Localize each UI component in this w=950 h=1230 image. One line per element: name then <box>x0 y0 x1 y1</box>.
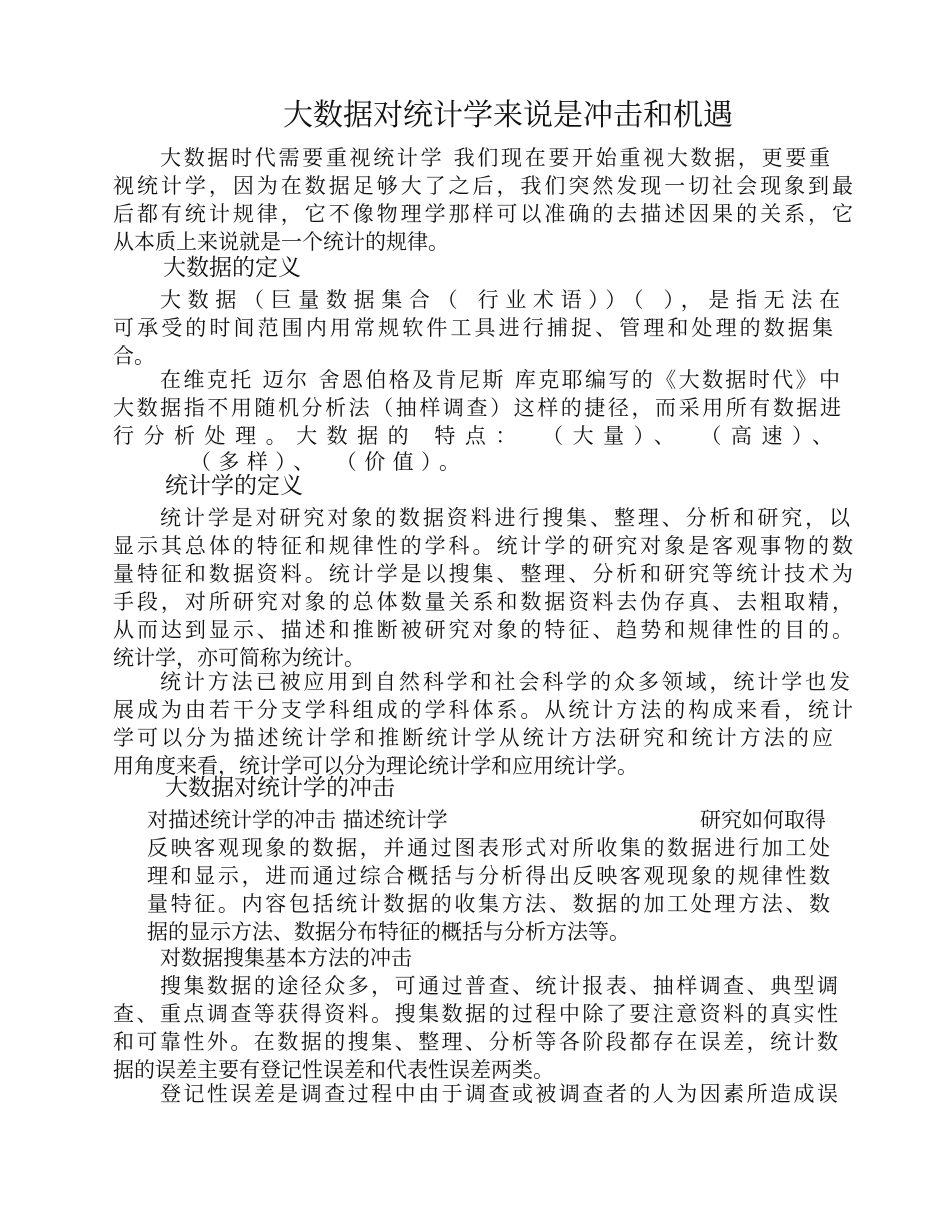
text-line: 统计学，亦可简称为统计。 <box>113 646 365 670</box>
text-line: 行分析处理。大数据的 特点： （大量）、 （高速）、 <box>113 424 833 448</box>
text-line: 显示其总体的特征和规律性的学科。统计学的研究对象是客观事物的数 <box>113 534 853 558</box>
subsection-heading: 对数据搜集基本方法的冲击 <box>160 946 412 970</box>
section-heading: 统计学的定义 <box>165 473 303 499</box>
text-line: 量特征和数据资料。统计学是以搜集、整理、分析和研究等统计技术为 <box>113 562 853 586</box>
text-line: 后都有统计规律，它不像物理学那样可以准确的去描述因果的关系，它 <box>113 202 853 226</box>
text-line: 查、重点调查等获得资料。搜集数据的过程中除了要注意资料的真实性 <box>113 1002 838 1026</box>
text-line: 统计方法已被应用到自然科学和社会科学的众多领域，统计学也发 <box>160 670 850 694</box>
text-line: 大数据时代需要重视统计学 我们现在要开始重视大数据，更要重 <box>160 146 830 170</box>
text-line: 学可以分为描述统计学和推断统计学从统计方法研究和统计方法的应 <box>113 726 833 750</box>
text-line: 理和显示，进而通过综合概括与分析得出反映客观现象的规律性数 <box>147 864 830 888</box>
text-line: 大数据（巨量数据集合（ 行业术语））（ ），是指无法在 <box>160 288 840 312</box>
text-line: 合。 <box>113 344 155 368</box>
text-line: 据的误差主要有登记性误差和代表性误差两类。 <box>113 1058 554 1082</box>
text-line: 搜集数据的途径众多，可通过普查、统计报表、抽样调查、典型调 <box>160 974 838 998</box>
text-line: 研究如何取得 <box>700 808 826 832</box>
text-line: 大数据指不用随机分析法（抽样调查）这样的捷径，而采用所有数据进 <box>113 396 841 420</box>
text-line: 展成为由若干分支学科组成的学科体系。从统计方法的构成来看，统计 <box>113 698 853 722</box>
text-line: （多样）、 （价值）。 <box>190 450 460 474</box>
text-line: 从本质上来说就是一个统计的规律。 <box>113 230 449 254</box>
text-line: 登记性误差是调查过程中由于调查或被调查者的人为因素所造成误 <box>160 1082 838 1106</box>
section-heading: 大数据对统计学的冲击 <box>165 775 395 801</box>
text-line: 手段，对所研究对象的总体数量关系和数据资料去伪存真、去粗取精， <box>113 590 853 614</box>
text-line: 可承受的时间范围内用常规软件工具进行捕捉、管理和处理的数据集 <box>113 316 833 340</box>
page-title: 大数据对统计学来说是冲击和机遇 <box>283 98 733 133</box>
text-line: 和可靠性外。在数据的搜集、整理、分析等各阶段都存在误差，统计数 <box>113 1030 838 1054</box>
text-line: 据的显示方法、数据分布特征的概括与分析方法等。 <box>147 920 630 944</box>
text-line: 从而达到显示、描述和推断被研究对象的特征、趋势和规律性的目的。 <box>113 618 853 642</box>
text-line: 在维克托 迈尔 舍恩伯格及肯尼斯 库克耶编写的《大数据时代》中 <box>160 368 840 392</box>
text-line: 统计学是对研究对象的数据资料进行搜集、整理、分析和研究，以 <box>160 506 850 530</box>
text-line: 量特征。内容包括统计数据的收集方法、数据的加工处理方法、数 <box>147 892 830 916</box>
text-line: 用角度来看，统计学可以分为理论统计学和应用统计学。 <box>113 754 638 778</box>
text-line: 视统计学，因为在数据足够大了之后，我们突然发现一切社会现象到最 <box>113 174 853 198</box>
text-line: 反映客观现象的数据，并通过图表形式对所收集的数据进行加工处 <box>147 836 830 860</box>
text-line: 对描述统计学的冲击 描述统计学 <box>147 808 448 832</box>
section-heading: 大数据的定义 <box>163 255 301 281</box>
